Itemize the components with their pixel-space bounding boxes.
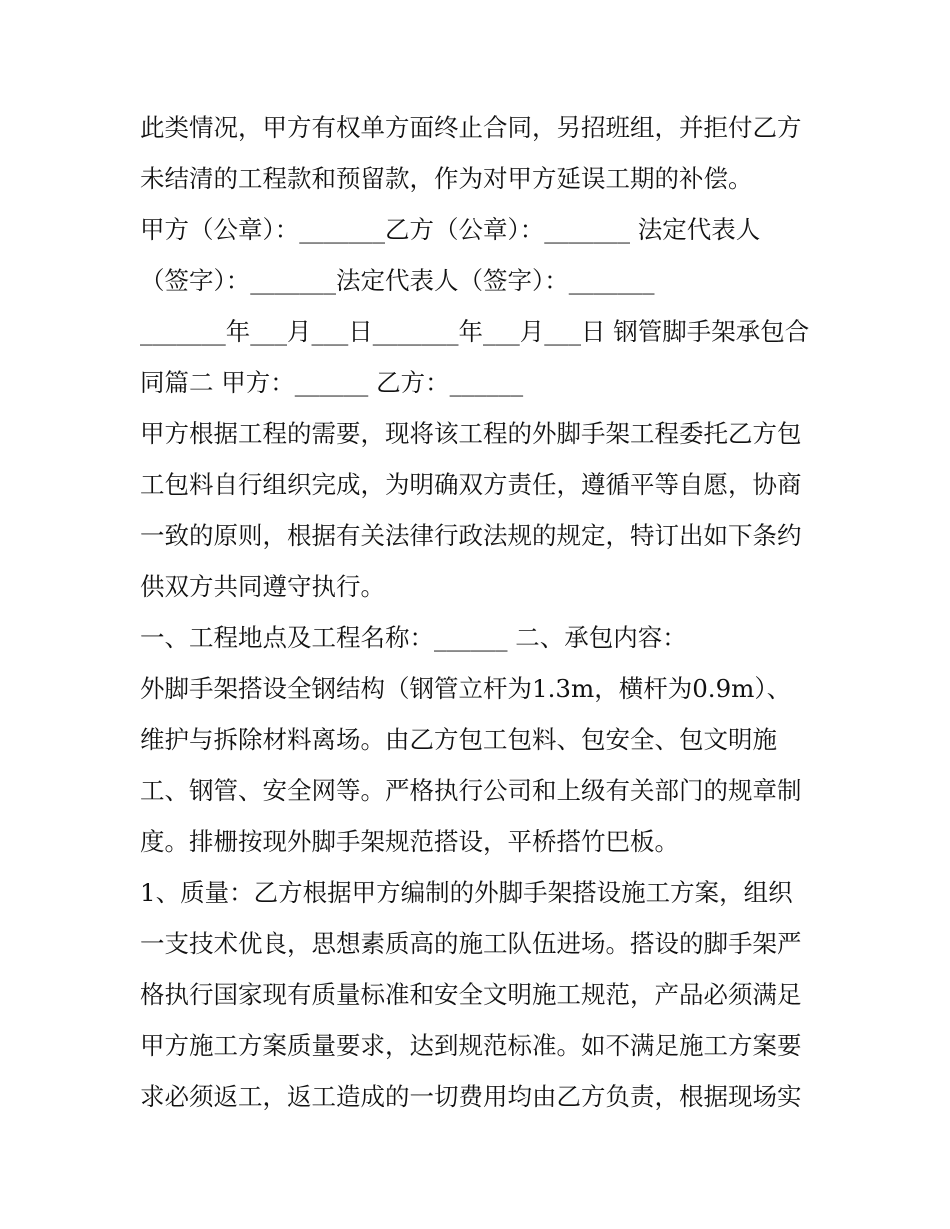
text-line: 一致的原则，根据有关法律行政法规的规定，特订出如下条约: [140, 521, 802, 550]
text-line: 1、质量：乙方根据甲方编制的外脚手架搭设施工方案，组织: [140, 878, 793, 907]
text-line: 外脚手架搭设全钢结构（钢管立杆为1.3m，横杆为0.9m）、: [140, 674, 792, 703]
text-line: 甲方根据工程的需要，现将该工程的外脚手架工程委托乙方包: [140, 419, 802, 448]
text-line: 供双方共同遵守执行。: [140, 572, 385, 601]
text-line: 未结清的工程款和预留款，作为对甲方延误工期的补偿。: [140, 164, 753, 193]
text-line: 度。排栅按现外脚手架规范搭设，平桥搭竹巴板。: [140, 827, 679, 856]
text-line: 格执行国家现有质量标准和安全文明施工规范，产品必须满足: [140, 980, 802, 1009]
text-line: （签字）：_______法定代表人（签字）：_______: [140, 266, 655, 295]
text-line: 工、钢管、安全网等。严格执行公司和上级有关部门的规章制: [140, 776, 802, 805]
text-line: 维护与拆除材料离场。由乙方包工包料、包安全、包文明施: [140, 725, 777, 754]
text-line: 甲方施工方案质量要求，达到规范标准。如不满足施工方案要: [140, 1031, 802, 1060]
text-line: 求必须返工，返工造成的一切费用均由乙方负责，根据现场实: [140, 1082, 802, 1111]
text-line: 一支技术优良，思想素质高的施工队伍进场。搭设的脚手架严: [140, 929, 802, 958]
text-line: 甲方（公章）：_______乙方（公章）：_______ 法定代表人: [140, 215, 761, 244]
text-line: 工包料自行组织完成，为明确双方责任，遵循平等自愿，协商: [140, 470, 802, 499]
text-line: 此类情况，甲方有权单方面终止合同，另招班组，并拒付乙方: [140, 113, 802, 142]
text-line: 同篇二 甲方：______ 乙方：______: [140, 368, 524, 397]
text-line: _______年___月___日_______年___月___日 钢管脚手架承包合: [140, 317, 810, 346]
text-line: 一、工程地点及工程名称：______ 二、承包内容：: [140, 623, 687, 652]
